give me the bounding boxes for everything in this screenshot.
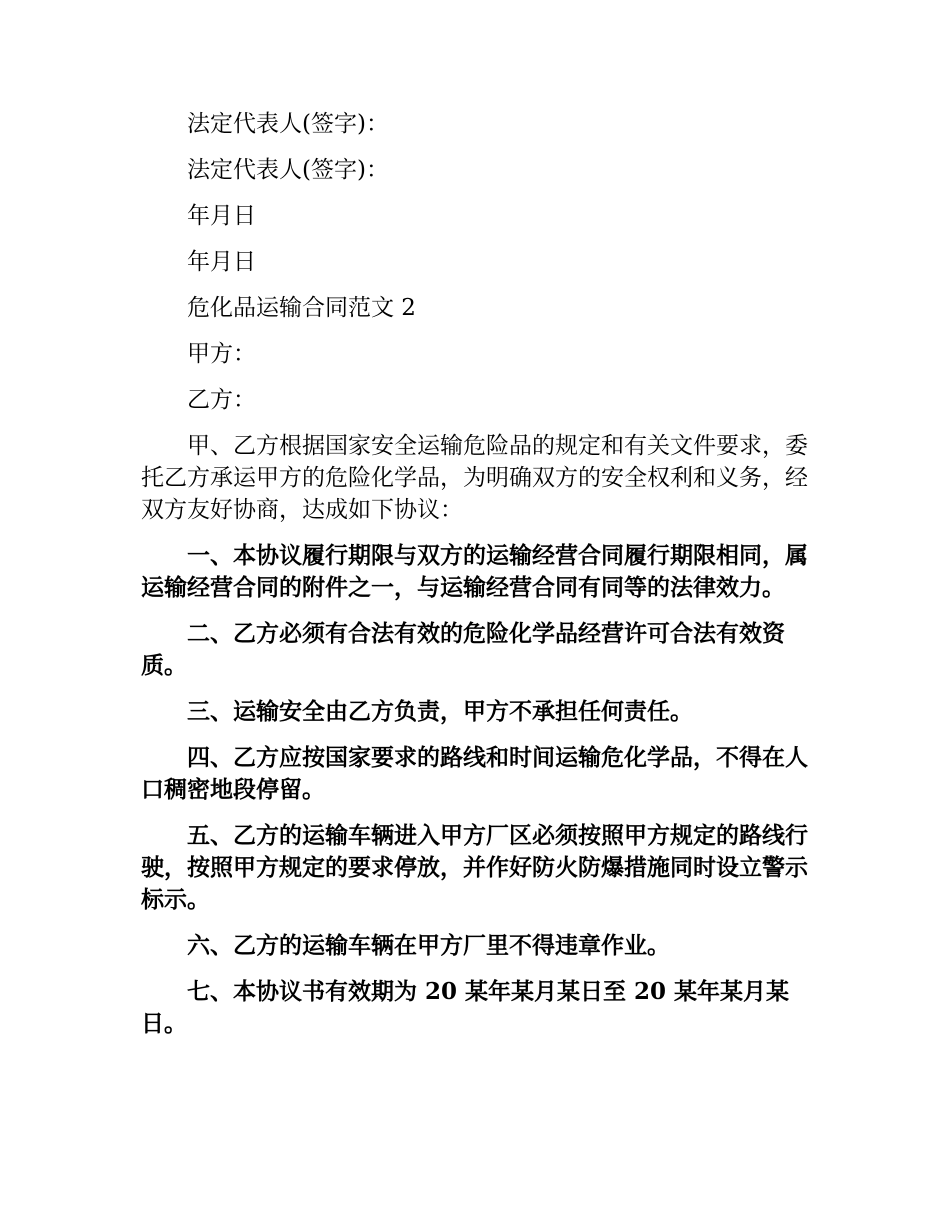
- document-body: [141, 108, 813, 1054]
- clause-4: 四、乙方应按国家要求的路线和时间运输危化学品，不得在人口稠密地段停留。: [141, 744, 808, 803]
- signature-line-2: 法定代表人(签字)：: [187, 157, 389, 183]
- signature-line-1: 法定代表人(签字)：: [187, 111, 389, 137]
- clause-6: 六、乙方的运输车辆在甲方厂里不得违章作业。: [187, 932, 670, 959]
- party-a: 甲方：: [187, 341, 256, 367]
- date-line-2: 年月日: [187, 249, 256, 275]
- clause-7: 七、本协议书有效期为 20 某年某月某日至 20 某年某月某日。: [141, 978, 790, 1037]
- clause-5: 五、乙方的运输车辆进入甲方厂区必须按照甲方规定的路线行驶，按照甲方规定的要求停放，并作好防火防爆措施同时设立警示标示。: [141, 822, 808, 913]
- document-title: 危化品运输合同范文 2: [187, 295, 416, 321]
- clause-2: 二、乙方必须有合法有效的危险化学品经营许可合法有效资质。: [141, 620, 785, 679]
- clause-1: 一、本协议履行期限与双方的运输经营合同履行期限相同，属运输经营合同的附件之一，与运输经营合同有同等的法律效力。: [141, 542, 808, 601]
- party-b: 乙方：: [187, 387, 256, 413]
- date-line-1: 年月日: [187, 203, 256, 229]
- clause-3: 三、运输安全由乙方负责，甲方不承担任何责任。: [187, 698, 693, 725]
- intro-paragraph: 甲、乙方根据国家安全运输危险品的规定和有关文件要求，委托乙方承运甲方的危险化学品，为明确双方的安全权利和义务，经双方友好协商，达成如下协议：: [141, 433, 808, 523]
